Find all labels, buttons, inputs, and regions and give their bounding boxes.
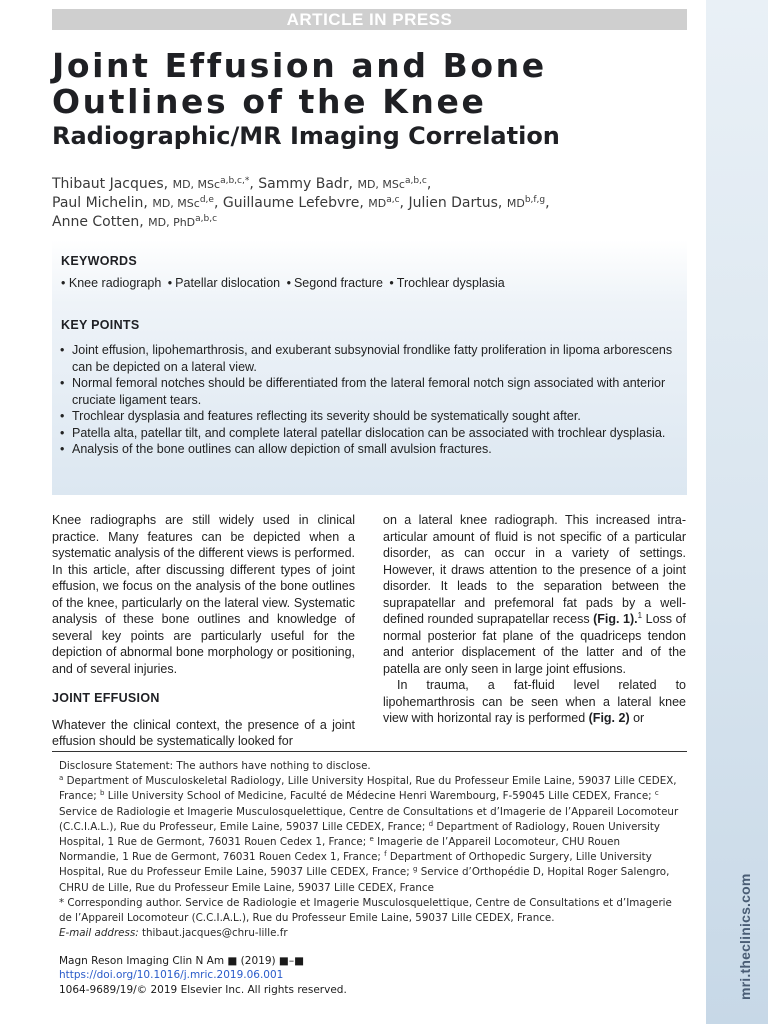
author-degree: MD, MSc <box>357 178 405 191</box>
keyword-item: Segond fracture <box>293 276 383 290</box>
body-column-right <box>383 512 686 727</box>
affiliation-mark: d <box>428 819 434 828</box>
footnote-divider <box>52 751 687 752</box>
figure-1-link[interactable]: (Fig. 1). <box>593 612 638 626</box>
joint-effusion-paragraph: Whatever the clinical context, the presence of a joint effusion should be systematically looked for <box>52 717 355 748</box>
disclosure-statement: Disclosure Statement: The authors have nothing to disclose. <box>59 760 371 772</box>
author-degree: MD, PhD <box>148 216 196 229</box>
author-name: Thibaut Jacques, <box>52 176 169 192</box>
article-in-press-banner: ARTICLE IN PRESS <box>52 9 687 30</box>
affiliation-text: Service d’Orthopédie D, Hopital Roger Salengro, CHRU de Lille, Rue du Professeur Emile Laine, 59037 Lille CEDEX, France <box>59 866 670 894</box>
author-name: Paul Michelin, <box>52 195 148 211</box>
affiliation-mark: f <box>384 850 387 859</box>
author-separator: , <box>213 195 219 211</box>
email-label: E-mail address: <box>59 927 139 940</box>
key-point-item: • Patella alta, patellar tilt, and complete lateral patellar dislocation can be associated with trochlear dysplasia. <box>60 425 680 442</box>
author-name: Sammy Badr, <box>258 176 353 192</box>
author-separator: , <box>426 176 432 192</box>
email-line <box>59 926 679 941</box>
doi-link[interactable]: https://doi.org/10.1016/j.mric.2019.06.001 <box>59 969 284 982</box>
affiliation-mark: c <box>654 789 659 798</box>
author-degree: MD <box>506 197 525 210</box>
paragraph-text: on a lateral knee radiograph. This increased intra-articular amount of fluid is not specific of a particular disorder, as can occur in a variety of settings. However, it draws attention to the presence of a joint disorder. It leads to the separation between the suprapatellar and prefemoral fat pads by a well-defined rounded suprapatellar recess <box>383 513 686 626</box>
journal-website-label[interactable]: mri.theclinics.com <box>737 873 753 1000</box>
affiliation-text: Department of Orthopedic Surgery, Lille University Hospital, Rue du Professeur Emile Laine, 59037 Lille CEDEX, France; <box>59 851 652 879</box>
keywords-heading: KEYWORDS <box>61 254 138 268</box>
figure-2-link[interactable]: (Fig. 2) <box>588 711 630 725</box>
author-affiliation-marks: d,e <box>199 195 214 205</box>
keyword-item: Patellar dislocation <box>175 276 281 290</box>
intro-paragraph: Knee radiographs are still widely used in clinical practice. Many features can be depicted when a systematic analysis of the different views is performed. In this article, after discussing different types of joint effusion, we focus on the analysis of the bone outlines of the knee, particularly on the lateral view. Systematic analysis of these bone outlines and knowledge of several key points are particularly useful for the depiction of abnormal bone morphology or positioning, and of several injuries. <box>52 513 355 676</box>
author-affiliation-marks: a,b,c,* <box>220 176 250 186</box>
author-separator: , <box>545 195 550 211</box>
key-point-item: • Trochlear dysplasia and features reflecting its severity should be systematically sought after. <box>60 408 680 425</box>
author-line-1 <box>52 175 692 194</box>
keyword-item: Knee radiograph <box>68 276 162 290</box>
affiliation-mark: g <box>412 865 418 874</box>
author-line-3 <box>52 213 692 232</box>
journal-citation: Magn Reson Imaging Clin N Am ■ (2019) ■–■ <box>59 955 305 967</box>
author-affiliation-marks: a,b,c <box>195 214 218 224</box>
affiliations <box>59 774 679 896</box>
affiliation-mark: a <box>59 774 64 783</box>
affiliation-text: Department of Radiology, Rouen University Hospital, 1 Rue de Germont, 76031 Rouen Cedex 1, France; <box>59 820 661 849</box>
paragraph-text: or <box>629 711 645 725</box>
side-strip <box>706 0 768 1024</box>
copyright-line: 1064-9689/19/© 2019 Elsevier Inc. All rights reserved. <box>59 983 347 996</box>
affiliation-text: Lille University School of Medicine, Faculté de Médecine Henri Warembourg, F-59045 Lille CEDEX, France; <box>104 790 655 803</box>
article-title <box>52 48 692 120</box>
author-degree: MD <box>368 197 387 210</box>
title-line-1: Joint Effusion and Bone <box>52 46 547 85</box>
author-affiliation-marks: a,b,c <box>404 176 427 186</box>
author-affiliation-marks: b,f,g <box>524 195 546 205</box>
affiliation-text: Imagerie de l’Appareil Locomoteur, CHU Rouen Normandie, 1 Rue de Germont, 76031 Rouen Cedex 1, France; <box>59 836 621 864</box>
corresponding-author: * Corresponding author. Service de Radiologie et Imagerie Musculosquelettique, Centre de Consultations et d’Imagerie de l’Appareil Locomoteur (C.C.I.A.L.), Rue du Professeur Emile Laine, 59037 Lille CEDEX, France. <box>59 896 672 925</box>
key-points-heading: KEY POINTS <box>61 318 140 332</box>
author-name: Guillaume Lefebvre, <box>222 195 364 211</box>
reference-1-link[interactable]: 1 <box>637 611 643 620</box>
article-subtitle: Radiographic/MR Imaging Correlation <box>52 122 560 150</box>
author-line-2 <box>52 194 692 213</box>
section-heading-joint-effusion: JOINT EFFUSION <box>52 691 160 705</box>
affiliation-mark: b <box>99 789 105 798</box>
author-degree: MD, MSc <box>172 178 221 191</box>
author-separator: , <box>399 195 404 211</box>
author-list <box>52 175 692 232</box>
footnotes <box>59 759 679 941</box>
author-name: Julien Dartus, <box>408 195 503 211</box>
body-column-left <box>52 512 355 750</box>
continued-paragraph <box>383 512 686 677</box>
keywords-list: • Knee radiograph • Patellar dislocation • Segond fracture • Trochlear dysplasia <box>61 276 505 290</box>
author-affiliation-marks: a,c <box>386 195 400 205</box>
key-points-list <box>60 342 680 458</box>
trauma-paragraph <box>383 677 686 727</box>
author-degree: MD, MSc <box>152 197 200 210</box>
key-point-item: • Joint effusion, lipohemarthrosis, and exuberant subsynovial frondlike fatty proliferation in lipoma arborescens can be depicted on a lateral view. <box>60 342 680 375</box>
affiliation-text: Service de Radiologie et Imagerie Musculosquelettique, Centre de Consultations et d’Imagerie de l’Appareil Locomoteur (C.C.I.A.L.), Rue du Professeur, Emile Laine, 59037 Lille CEDEX, France; <box>59 805 679 833</box>
affiliation-text: Department of Musculoskeletal Radiology, Lille University Hospital, Rue du Professeur Emile Laine, 59037 Lille CEDEX, France; <box>59 775 677 803</box>
author-separator: , <box>249 176 254 192</box>
key-point-item: • Analysis of the bone outlines can allow depiction of small avulsion fractures. <box>60 441 680 458</box>
paragraph-text: In trauma, a fat-fluid level related to lipohemarthrosis can be seen when a lateral knee view with horizontal ray is performed <box>383 678 686 725</box>
journal-info <box>59 954 459 997</box>
author-name: Anne Cotten, <box>52 214 144 230</box>
email-address[interactable]: thibaut.jacques@chru-lille.fr <box>138 927 288 940</box>
keyword-item: Trochlear dysplasia <box>396 276 505 290</box>
affiliation-mark: e <box>369 835 374 844</box>
title-line-2: Outlines of the Knee <box>52 82 487 121</box>
key-point-item: • Normal femoral notches should be differentiated from the lateral femoral notch sign associated with anterior cruciate ligament tears. <box>60 375 680 408</box>
paragraph-text: Loss of normal posterior fat plane of the quadriceps tendon and anterior displacement of the latter and of the patella are only seen in large joint effusions. <box>383 612 686 676</box>
